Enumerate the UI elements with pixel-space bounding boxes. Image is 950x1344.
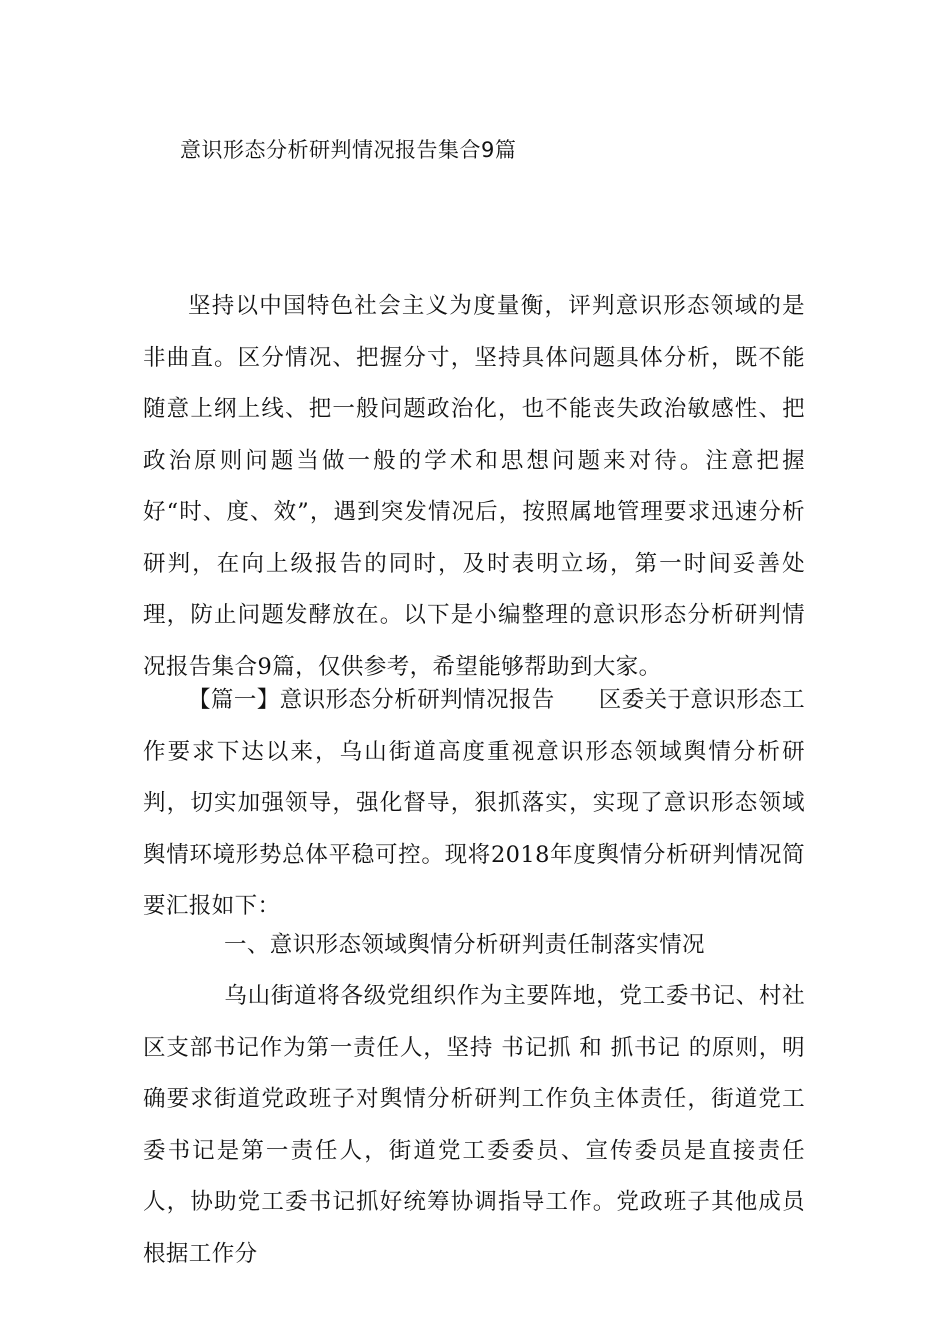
article-one-text: 区委关于意识形态工作要求下达以来，乌山街道高度重视意识形态领域舆情分析研判，切实加强领导，强化督导，狠抓落实，实现了意识形态领域舆情环境形势总体平稳可控。现将2018年度舆情分析研判情况简要汇报如下： <box>143 687 805 919</box>
document-title: 意识形态分析研判情况报告集合9篇 <box>180 138 517 162</box>
section-one-text: 乌山街道将各级党组织作为主要阵地，党工委书记、村社区支部书记作为第一责任人，坚持 书记抓 和 抓书记 的原则，明确要求街道党政班子对舆情分析研判工作负主体责任，街道党工委书记是第一责任人，街道党工委委员、宣传委员是直接责任人，协助党工委书记抓好统筹协调指导工作。党政班子其他成员根据工作分 <box>143 983 805 1267</box>
article-one-heading: 【篇一】意识形态分析研判情况报告 <box>188 687 555 713</box>
section-one-heading: 一、意识形态领域舆情分析研判责任制落实情况 <box>224 932 705 958</box>
section-one-paragraph <box>143 971 805 1280</box>
intro-paragraph: 坚持以中国特色社会主义为度量衡，评判意识形态领域的是非曲直。区分情况、把握分寸，坚持具体问题具体分析，既不能随意上纲上线、把一般问题政治化，也不能丧失政治敏感性、把政治原则问题当做一般的学术和思想问题来对待。注意把握好“时、度、效”，遇到突发情况后，按照属地管理要求迅速分析研判，在向上级报告的同时，及时表明立场，第一时间妥善处理，防止问题发酵放在。以下是小编整理的意识形态分析研判情况报告集合9篇，仅供参考，希望能够帮助到大家。 <box>143 293 805 680</box>
article-one-paragraph <box>143 675 805 933</box>
